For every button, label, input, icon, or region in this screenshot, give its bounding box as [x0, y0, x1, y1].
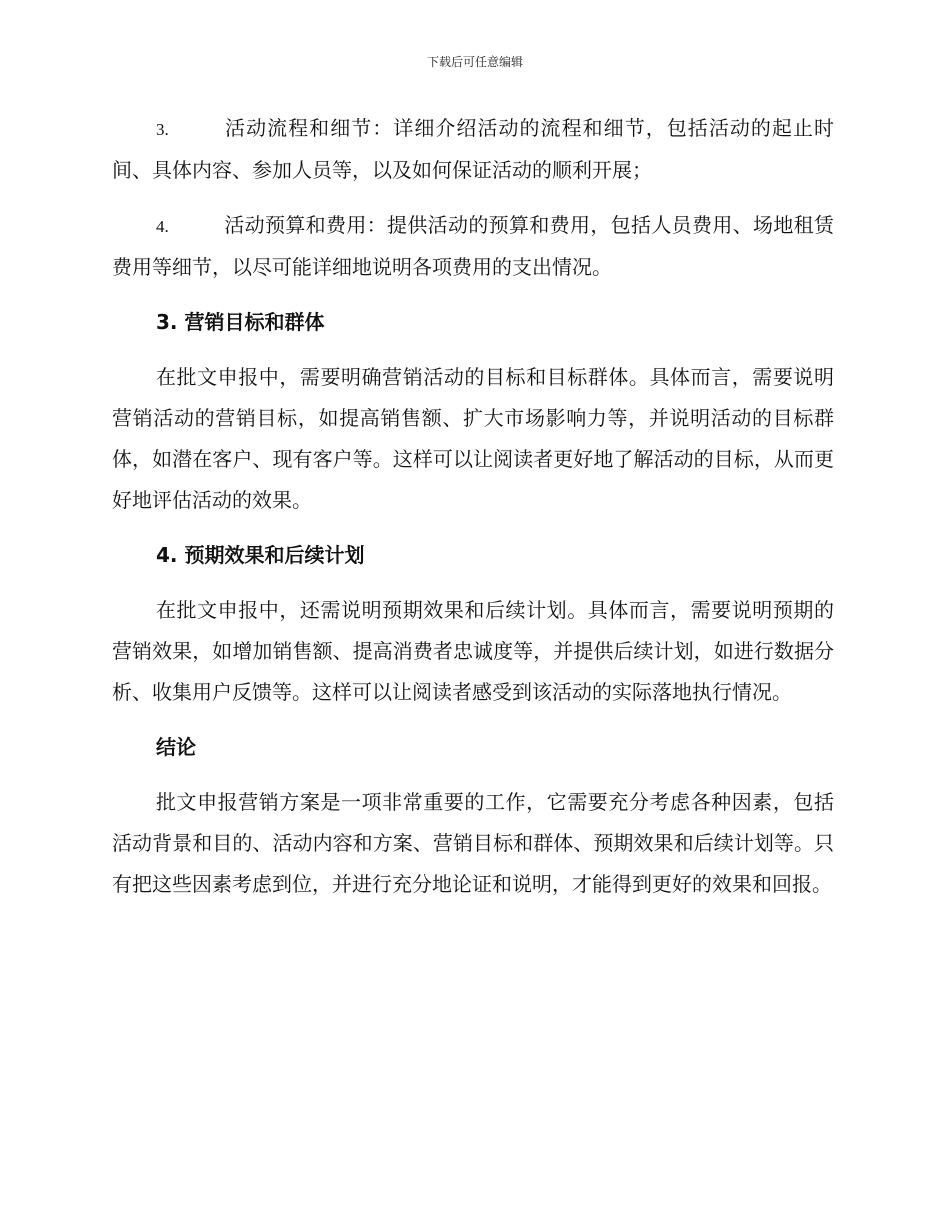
list-item-text: 活动流程和细节：详细介绍活动的流程和细节，包括活动的起止时间、具体内容、参加人员等，以及如何保证活动的顺利开展；: [112, 116, 834, 182]
section-heading-conclusion: 结论: [156, 735, 196, 759]
section-body-marketing-goals: 在批文申报中，需要明确营销活动的目标和目标群体。具体而言，需要说明营销活动的营销目标，如提高销售额、扩大市场影响力等，并说明活动的目标群体，如潜在客户、现有客户等。这样可以让阅读者更好地了解活动的目标，从而更好地评估活动的效果。: [112, 365, 834, 512]
document-body: [112, 108, 834, 919]
section-heading-marketing-goals: 3. 营销目标和群体: [156, 310, 325, 334]
section-body-expected-effects: 在批文申报中，还需说明预期效果和后续计划。具体而言，需要说明预期的营销效果，如增加销售额、提高消费者忠诚度等，并提供后续计划，如进行数据分析、收集用户反馈等。这样可以让阅读者感受到该活动的实际落地执行情况。: [112, 598, 834, 704]
list-number: 4.: [156, 217, 169, 236]
list-number: 3.: [156, 120, 169, 139]
section-heading-expected-effects: 4. 预期效果和后续计划: [156, 543, 365, 567]
section-body-conclusion: 批文申报营销方案是一项非常重要的工作，它需要充分考虑各种因素，包括活动背景和目的、活动内容和方案、营销目标和群体、预期效果和后续计划等。只有把这些因素考虑到位，并进行充分地论证和说明，才能得到更好的效果和回报。: [112, 790, 834, 896]
list-item-activity-budget: [112, 205, 834, 288]
list-item-text: 活动预算和费用：提供活动的预算和费用，包括人员费用、场地租赁费用等细节，以尽可能详细地说明各项费用的支出情况。: [112, 213, 834, 279]
list-item-activity-process: [112, 108, 834, 191]
page-header: 下载后可任意编辑: [426, 55, 523, 69]
